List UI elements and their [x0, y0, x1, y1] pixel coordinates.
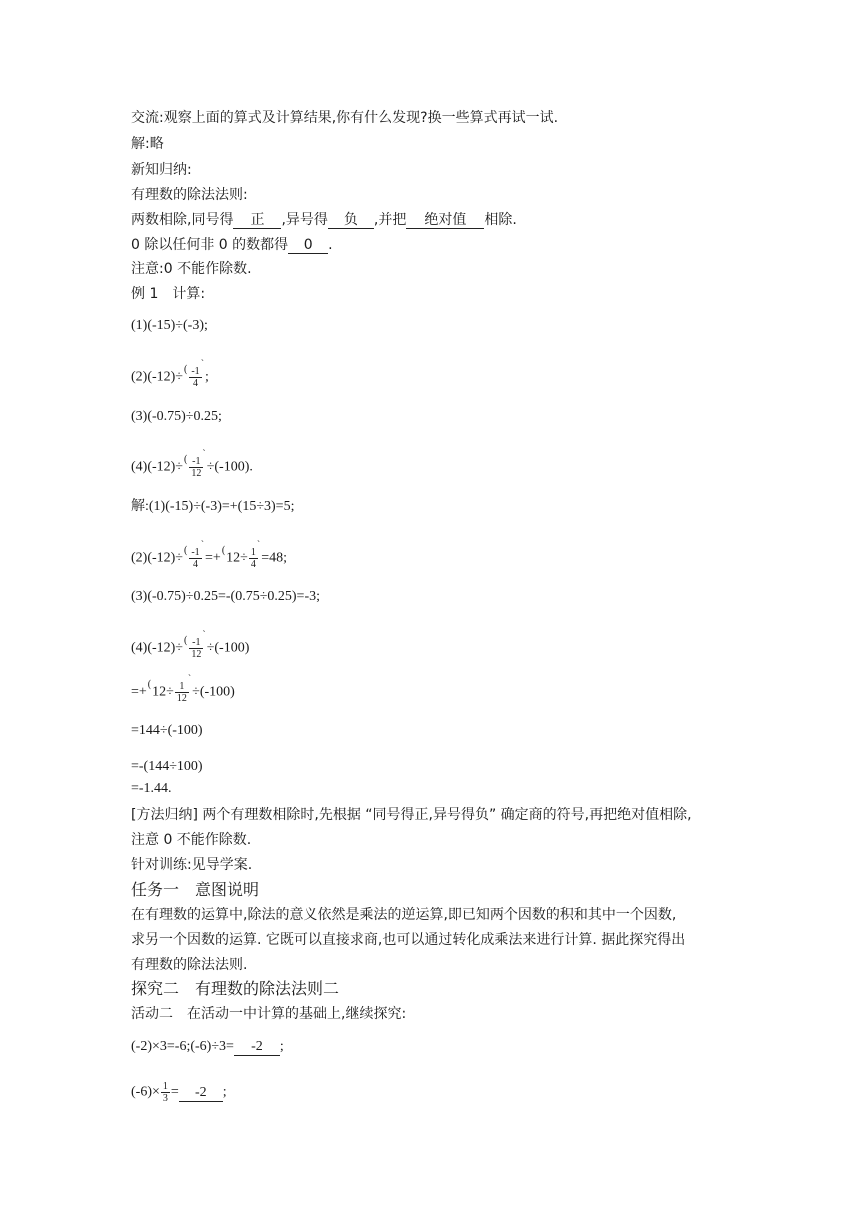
s2-pre: (2)(-12)÷ [131, 550, 183, 566]
fraction-denominator: 4 [193, 559, 199, 570]
fraction [189, 456, 203, 479]
fraction-numerator: -1 [189, 456, 203, 468]
fraction-numerator: 1 [162, 1081, 168, 1092]
s5-inner: 12÷ [152, 684, 174, 700]
fraction-numerator: -1 [189, 637, 203, 649]
exchange-text: 交流:观察上面的算式及计算结果,你有什么发现?换一些算式再试一试. [131, 110, 559, 126]
note: 注意:0 不能作除数. [131, 261, 252, 277]
solution-2: (2)(-12)÷( $\frac{-1}{4}$ `=+(12÷ $\frac{1}{4}$ `=48; [131, 539, 287, 570]
eq2-equals: = [170, 1084, 179, 1100]
zero-rule [131, 235, 333, 255]
eq1-end: ; [279, 1039, 284, 1054]
fraction [175, 681, 189, 704]
task1-heading: 任务一 意图说明 [131, 880, 260, 899]
rule-title: 有理数的除法法则: [131, 187, 248, 203]
fraction-denominator: 12 [191, 468, 202, 479]
fraction-denominator: 3 [162, 1093, 168, 1104]
activity2-text: 活动二 在活动一中计算的基础上,继续探究: [131, 1006, 407, 1022]
equation-2 [131, 1081, 227, 1104]
q4-end: ÷(-100). [206, 459, 253, 475]
fraction-denominator: 12 [191, 649, 202, 660]
example-title: 例 1 计算: [131, 286, 206, 302]
s2-mid: =+ [205, 550, 221, 566]
q2-end: ; [205, 369, 209, 385]
rule-part-3: ,并把 [373, 212, 407, 228]
solution-4: (4)(-12)÷( $\frac{-1}{12}$ `÷(-100) [131, 629, 250, 660]
blank-same-sign: 正 [233, 212, 281, 229]
q2-pre: (2)(-12)÷ [131, 369, 183, 385]
eq2-end: ; [222, 1084, 227, 1100]
solution-5: =+(12÷ $\frac{1}{12}$ `÷(-100) [131, 673, 235, 704]
fraction-denominator: 12 [176, 693, 187, 704]
eq2-pre: (-6)× [131, 1084, 160, 1100]
question-4: (4)(-12)÷( $\frac{-1}{12}$ `÷(-100). [131, 448, 253, 479]
solution-3: (3)(-0.75)÷0.25=-(0.75÷0.25)=-3; [131, 589, 321, 604]
solution-8: =-1.44. [131, 781, 172, 796]
fraction-numerator: 1 [250, 547, 256, 558]
solution-1: 解:(1)(-15)÷(-3)=+(15÷3)=5; [131, 499, 295, 514]
new-knowledge-label: 新知归纳: [131, 162, 192, 178]
method-line-1: [方法归纳] 两个有理数相除时,先根据 “同号得正,异号得负” 确定商的符号,再把绝对值相除, [131, 807, 692, 823]
equation-1 [131, 1037, 284, 1057]
fraction-numerator: 1 [175, 681, 189, 693]
method-line-2: 注意 0 不能作除数. [131, 832, 252, 848]
explore2-heading: 探究二 有理数的除法法则二 [131, 979, 340, 998]
solution-brief: 解:略 [131, 136, 164, 152]
division-rule [131, 210, 517, 230]
s2-end: =48; [261, 550, 287, 566]
s5-end: ÷(-100) [192, 684, 235, 700]
task1-paragraph-3: 有理数的除法法则. [131, 957, 248, 973]
task1-paragraph-1: 在有理数的运算中,除法的意义依然是乘法的逆运算,即已知两个因数的积和其中一个因数, [131, 907, 677, 923]
blank-absolute: 绝对值 [406, 212, 484, 229]
training-text: 针对训练:见导学案. [131, 857, 253, 873]
blank-diff-sign: 负 [328, 212, 374, 229]
fraction [189, 637, 203, 660]
rule-part-4: 相除. [484, 212, 517, 228]
rule-part-1: 两数相除,同号得 [131, 212, 234, 228]
question-1: (1)(-15)÷(-3); [131, 318, 208, 333]
zero-rule-end: . [328, 237, 333, 253]
fraction-numerator: -1 [191, 366, 200, 377]
s4-end: ÷(-100) [206, 640, 250, 656]
rule-part-2: ,异号得 [281, 212, 328, 228]
blank-zero: 0 [288, 237, 328, 254]
question-3: (3)(-0.75)÷0.25; [131, 409, 222, 424]
solution-6: =144÷(-100) [131, 723, 203, 738]
eq1-pre: (-2)×3=-6;(-6)÷3= [131, 1039, 234, 1054]
fraction [161, 1081, 170, 1104]
solution-7: =-(144÷100) [131, 759, 203, 774]
fraction-denominator: 4 [193, 378, 199, 389]
zero-rule-text: 0 除以任何非 0 的数都得 [131, 237, 289, 253]
s4-pre: (4)(-12)÷ [131, 640, 183, 656]
s5-pre: =+ [131, 684, 147, 700]
blank-eq2: -2 [179, 1085, 223, 1102]
blank-eq1: -2 [234, 1039, 280, 1056]
s2-inner: 12÷ [226, 550, 248, 566]
q4-pre: (4)(-12)÷ [131, 459, 183, 475]
fraction-numerator: -1 [191, 547, 200, 558]
fraction-denominator: 4 [250, 559, 256, 570]
task1-paragraph-2: 求另一个因数的运算. 它既可以直接求商,也可以通过转化成乘法来进行计算. 据此探究得出 [131, 932, 686, 948]
question-2: (2)(-12)÷( $\frac{-1}{4}$ `; [131, 358, 209, 389]
